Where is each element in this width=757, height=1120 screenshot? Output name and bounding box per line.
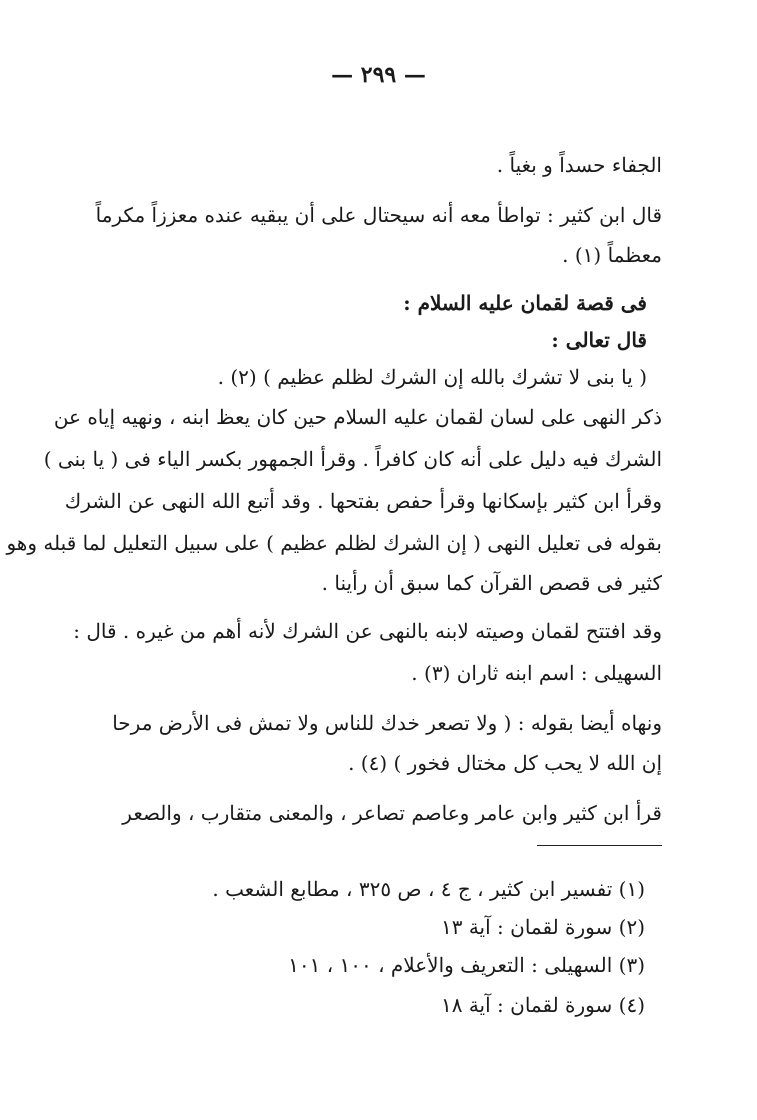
footnote: (١) تفسير ابن كثير ، ج ٤ ، ص ٣٢٥ ، مطابع الشعب . — [212, 877, 645, 901]
footnote: (٣) السهيلى : التعريف والأعلام ، ١٠٠ ، ١٠١ — [288, 953, 645, 977]
page-number: — ٢٩٩ — — [331, 62, 426, 88]
text-line: الجفاء حسداً و بغياً . — [496, 153, 662, 177]
footnote-divider — [537, 845, 662, 846]
text-line: ذكر النهى على لسان لقمان عليه السلام حين كان يعظ ابنه ، ونهيه إياه عن — [53, 405, 662, 429]
quran-verse: إن الله لا يحب كل مختال فخور ) (٤) . — [348, 751, 662, 775]
text-line: قال ابن كثير : تواطأ معه أنه سيحتال على أن يبقيه عنده معززاً مكرماً — [95, 203, 662, 227]
text-line: الشرك فيه دليل على أنه كان كافراً . وقرأ الجمهور بكسر الياء فى ( يا بنى ) — [43, 447, 662, 471]
text-line: وقرأ ابن كثير بإسكانها وقرأ حفص بفتحها . وقد أتبع الله النهى عن الشرك — [64, 489, 662, 513]
section-heading: فى قصة لقمان عليه السلام : — [403, 291, 647, 315]
footnote: (٤) سورة لقمان : آية ١٨ — [440, 993, 645, 1017]
text-line: بقوله فى تعليل النهى ( إن الشرك لظلم عظيم ) على سبيل التعليل لما قبله وهو — [6, 531, 662, 555]
text-line: السهيلى : اسم ابنه ثاران (٣) . — [411, 661, 662, 685]
quran-verse: ( يا بنى لا تشرك بالله إن الشرك لظلم عظيم ) (٢) . — [217, 365, 647, 389]
text-line: معظماً (١) . — [562, 243, 662, 267]
text-line: وقد افتتح لقمان وصيته لابنه بالنهى عن الشرك لأنه أهم من غيره . قال : — [73, 619, 662, 643]
footnote: (٢) سورة لقمان : آية ١٣ — [440, 915, 645, 939]
text-line: قال تعالى : — [551, 328, 647, 352]
quran-verse: ونهاه أيضا بقوله : ( ولا تصعر خدك للناس ولا تمش فى الأرض مرحا — [112, 711, 662, 735]
text-line: قرأ ابن كثير وابن عامر وعاصم تصاعر ، والمعنى متقارب ، والصعر — [122, 801, 662, 825]
text-line: كثير فى قصص القرآن كما سبق أن رأينا . — [321, 571, 662, 595]
